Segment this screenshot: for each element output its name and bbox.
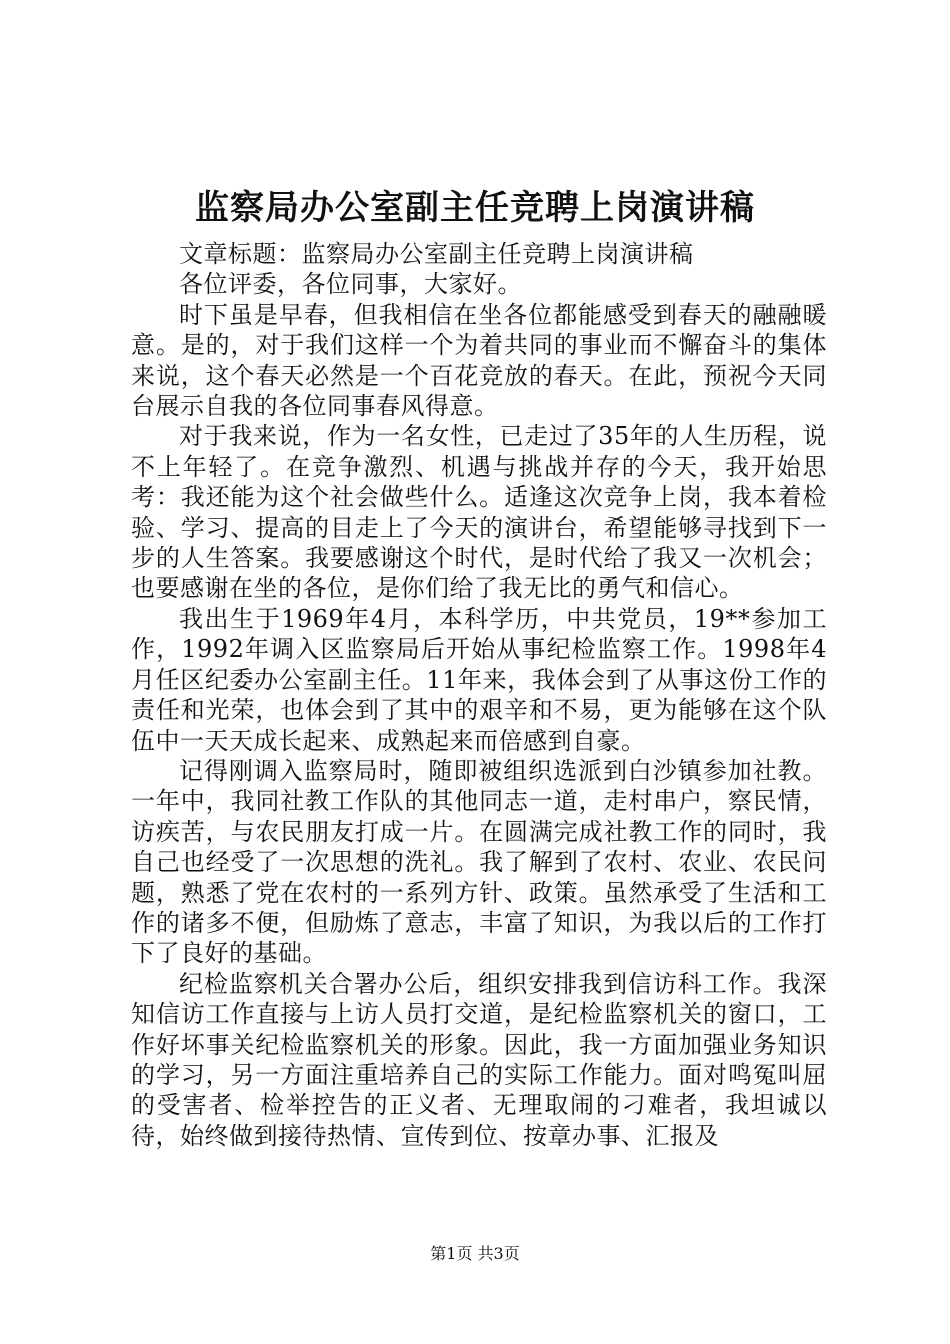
page-number-footer: 第1页 共3页: [430, 1244, 520, 1263]
paragraph-spring: 时下虽是早春，但我相信在坐各位都能感受到春天的融融暖意。是的，对于我们这样一个为着共同的事业而不懈奋斗的集体来说，这个春天必然是一个百花竞放的春天。在此，预祝今天同台展示自我的各位同事春风得意。: [131, 300, 827, 421]
paragraph-greeting: 各位评委，各位同事，大家好。: [179, 270, 522, 299]
paragraph-petition-work: 纪检监察机关合署办公后，组织安排我到信访科工作。我深知信访工作直接与上访人员打交道，是纪检监察机关的窗口，工作好坏事关纪检监察机关的形象。因此，我一方面加强业务知识的学习，另一方面注重培养自己的实际工作能力。面对鸣冤叫屈的受害者、检举控告的正义者、无理取闹的刁难者，我坦诚以待，始终做到接待热情、宣传到位、按章办事、汇报及: [131, 969, 827, 1150]
document-body: [131, 239, 827, 1151]
paragraph-social-education: 记得刚调入监察局时，随即被组织选派到白沙镇参加社教。一年中，我同社教工作队的其他同志一道，走村串户，察民情，访疾苦，与农民朋友打成一片。在圆满完成社教工作的同时，我自己也经受了一次思想的洗礼。我了解到了农村、农业、农民问题，熟悉了党在农村的一系列方针、政策。虽然承受了生活和工作的诸多不便，但励炼了意志，丰富了知识，为我以后的工作打下了良好的基础。: [131, 756, 827, 968]
paragraph-reflection: 对于我来说，作为一名女性，已走过了35年的人生历程，说不上年轻了。在竞争激烈、机遇与挑战并存的今天，我开始思考：我还能为这个社会做些什么。适逢这次竞争上岗，我本着检验、学习、提高的目走上了今天的演讲台，希望能够寻找到下一步的人生答案。我要感谢这个时代，是时代给了我又一次机会；也要感谢在坐的各位，是你们给了我无比的勇气和信心。: [131, 422, 827, 603]
paragraph-article-title: 文章标题：监察局办公室副主任竞聘上岗演讲稿: [179, 240, 694, 268]
document-title: 监察局办公室副主任竞聘上岗演讲稿: [195, 188, 755, 228]
paragraph-background: 我出生于1969年4月，本科学历，中共党员，19**参加工作，1992年调入区监察局后开始从事纪检监察工作。1998年4月任区纪委办公室副主任。11年来，我体会到了从事这份工作的责任和光荣，也体会到了其中的艰辛和不易，更为能够在这个队伍中一天天成长起来、成熟起来而倍感到自豪。: [131, 604, 827, 755]
